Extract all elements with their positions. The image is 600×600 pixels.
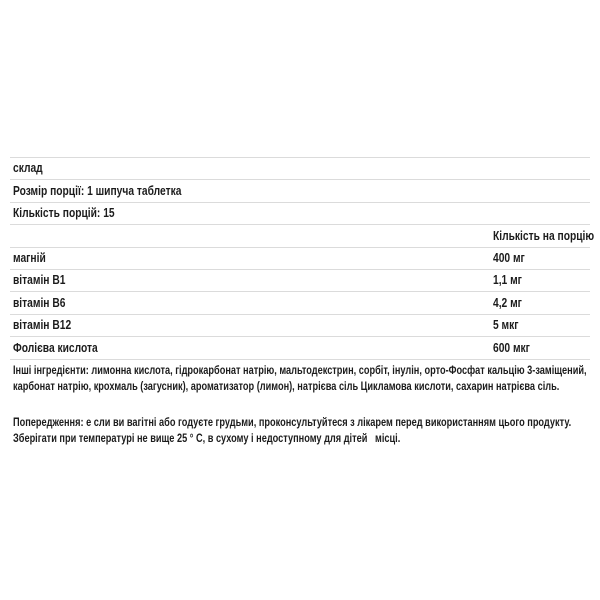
row-composition-header xyxy=(10,157,590,179)
serving-size-label: Розмір порції: 1 шипуча таблетка xyxy=(13,183,182,198)
warnings-paragraph: Попередження: е сли ви вагітні або годуєте грудьми, проконсультуйтеся з лікарем перед використанням цього продукту. Зберігати при температурі не вище 25 ° C, в сухому і недоступному для дітей місці. xyxy=(13,417,574,445)
nutrient-amount: 400 мг xyxy=(493,251,525,265)
row-vitamin-b12 xyxy=(10,314,590,336)
nutrient-amount: 1,1 мг xyxy=(493,273,522,288)
row-serving-size xyxy=(10,179,590,201)
amount-per-serving-header: Кількість на порцію xyxy=(493,228,595,243)
nutrient-name: вітамін B1 xyxy=(13,273,66,288)
row-folic-acid xyxy=(10,336,590,358)
row-vitamin-b1 xyxy=(10,269,590,291)
nutrient-name: вітамін B12 xyxy=(13,318,72,333)
row-servings-count xyxy=(10,202,590,224)
row-magnesium xyxy=(10,247,590,269)
nutrient-name: вітамін B6 xyxy=(13,295,66,310)
nutrient-amount: 5 мкг xyxy=(493,318,519,333)
nutrient-name: Фолієва кислота xyxy=(13,340,98,355)
row-amount-header xyxy=(10,224,595,246)
servings-count-label: Кількість порцій: 15 xyxy=(13,206,115,221)
composition-title: склад xyxy=(13,161,43,176)
other-ingredients-paragraph: Інші інгредієнти: лимонна кислота, гідрокарбонат натрію, мальтодекстрин, сорбіт, інулін, орто-Фосфат кальцію 3-заміщений, карбонат натрію, крохмаль (загусник), ароматизатор (лимон), натрієва сіль Цикламова кислоти, сахарин натрієва сіль. xyxy=(13,365,590,393)
nutrient-amount: 600 мкг xyxy=(493,340,530,355)
row-vitamin-b6 xyxy=(10,291,590,313)
supplement-facts-table xyxy=(10,157,595,360)
nutrient-amount: 4,2 мг xyxy=(493,295,522,310)
nutrient-name: магній xyxy=(13,251,46,265)
